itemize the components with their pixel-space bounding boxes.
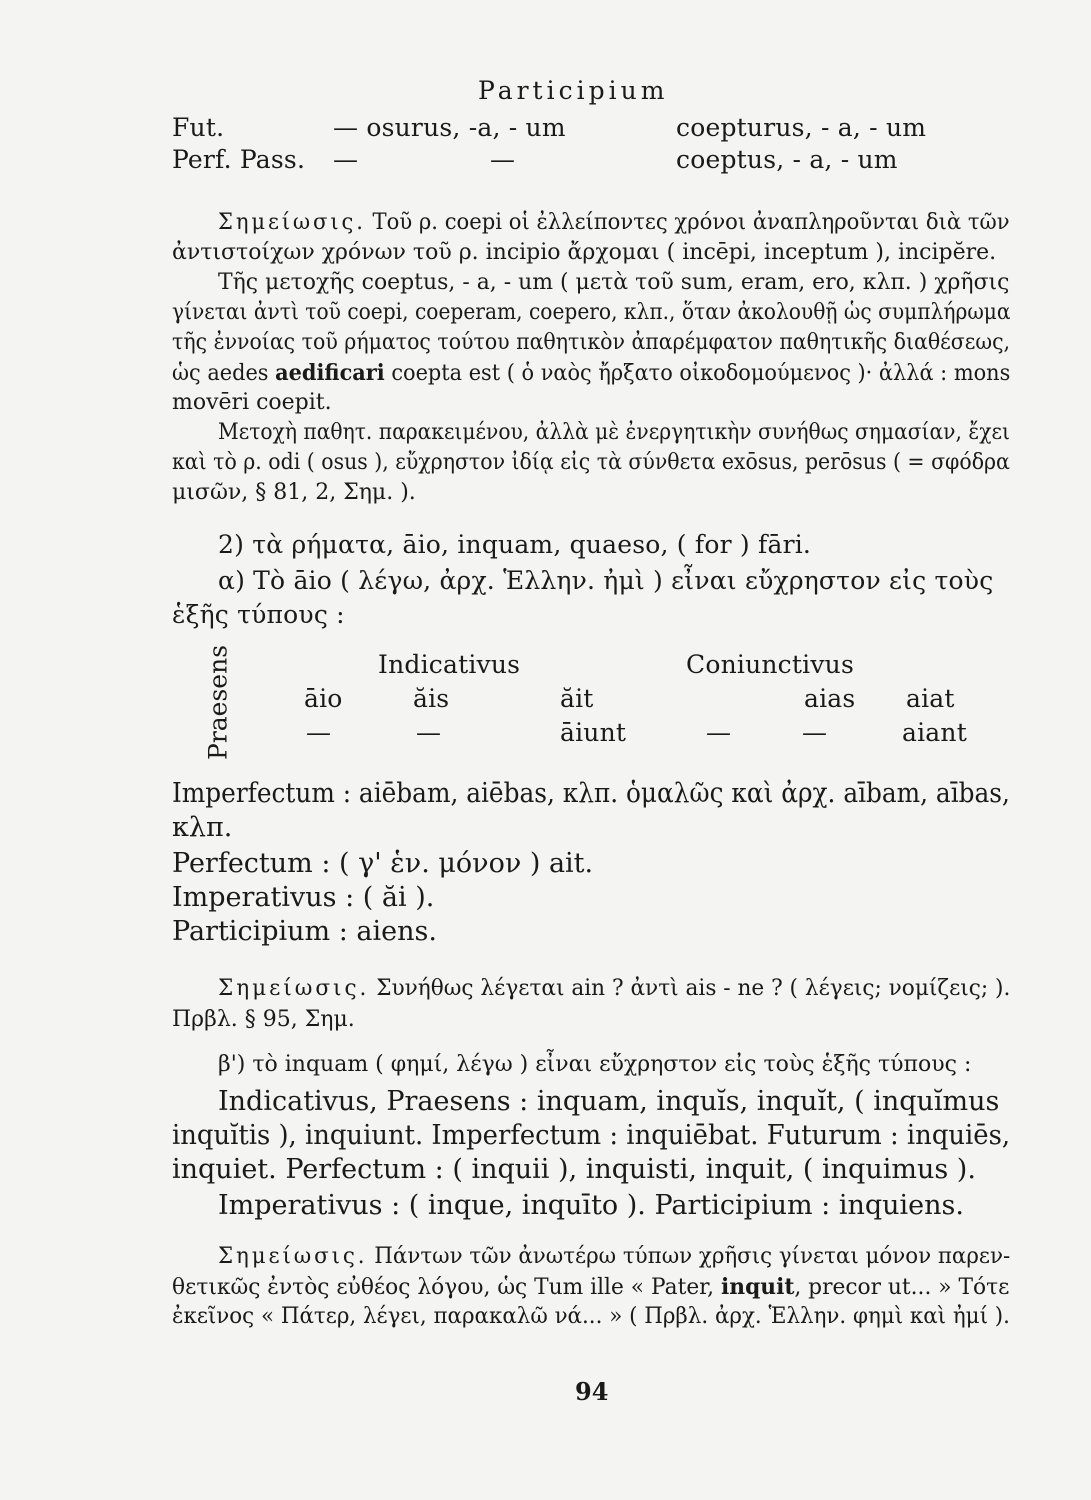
beta-line2: inquĭtis ), inquiunt. Imperfectum : inquiēbat. Futurum : inquiēs,: [172, 1120, 1011, 1151]
fut-passive-forms: — osurus, -a, - um: [333, 113, 566, 142]
note1-line5: τῆς ἐννοίας τοῦ ρήματος τούτου παθητικὸν ἀπαρέμφατον παθητικῆς διαθέσεως,: [172, 330, 1011, 355]
praesens-side-label: Praesens: [203, 644, 233, 760]
table-cell: ăit: [560, 684, 594, 713]
aedificari-bold: aedificari: [275, 360, 385, 386]
table-cell: ăis: [413, 684, 450, 713]
note2-line1: Σημείωσις. Συνήθως λέγεται ain ? ἀντὶ ais - ne ? ( λέγεις; νομίζεις; ).: [218, 976, 1011, 1001]
perf-dash-1: —: [333, 145, 359, 174]
note3-line2: θετικῶς ἐντὸς εὐθέος λόγου, ὡς Tum ille « Pater, inquit, precor ut... » Τότε: [172, 1274, 1010, 1300]
table-cell: aiat: [906, 684, 955, 713]
alpha-line1: α) Τὸ āio ( λέγω, ἀρχ. Ἑλλην. ἠμὶ ) εἶναι εὔχρηστον εἰς τοὺς: [218, 566, 994, 595]
fut-active-forms: coepturus, - a, - um: [676, 113, 927, 142]
perf-pass-forms: coeptus, - a, - um: [676, 145, 898, 174]
note1-line9: καὶ τὸ ρ. odi ( osus ), εὔχρηστον ἰδίᾳ εἰς τὰ σύνθετα exōsus, perōsus ( = σφόδρα: [172, 450, 1010, 475]
note1-label: Σημείωσις.: [218, 210, 366, 235]
table-cell: —: [306, 718, 332, 747]
note2-line2: Πρβλ. § 95, Σημ.: [172, 1007, 355, 1032]
col-indicativus: Indicativus: [378, 650, 521, 679]
note1-line2: ἀντιστοίχων χρόνων τοῦ ρ. incipio ἄρχομαι ( incēpi, inceptum ), incipĕre.: [172, 240, 997, 265]
table-cell: —: [416, 718, 442, 747]
table-cell: —: [802, 718, 828, 747]
note3-line1: Σημείωσις. Πάντων τῶν ἀνωτέρω τύπων χρῆσις γίνεται μόνον παρεν-: [218, 1244, 1011, 1269]
page-number: 94: [575, 1377, 609, 1406]
table-cell: āio: [304, 684, 343, 713]
beta-line1: Indicativus, Praesens : inquam, inquĭs, inquĭt, ( inquĭmus: [218, 1086, 1000, 1117]
imperfectum-line1: Imperfectum : aiēbam, aiēbas, κλπ. ὁμαλῶς καὶ ἀρχ. aībam, aības,: [172, 778, 1010, 809]
perf-dash-2: —: [490, 145, 516, 174]
table-cell: aias: [804, 684, 856, 713]
note1-line1: Σημείωσις. Τοῦ ρ. coepi οἱ ἐλλείποντες χρόνοι ἀναπληροῦνται διὰ τῶν: [218, 210, 1010, 235]
note2-label: Σημείωσις.: [218, 976, 370, 1001]
imperfectum-line2: κλπ.: [172, 812, 233, 843]
imperativus-line: Imperativus : ( ăi ).: [172, 882, 435, 913]
note3-line3: ἐκεῖνος « Πάτερ, λέγει, παρακαλῶ νά... » ( Πρβλ. ἀρχ. Ἑλλην. φημὶ καὶ ἠμί ).: [172, 1304, 1010, 1329]
beta-heading: β') τὸ inquam ( φημί, λέγω ) εἶναι εὔχρηστον εἰς τοὺς ἑξῆς τύπους :: [218, 1052, 972, 1077]
note1-line8: Μετοχὴ παθητ. παρακειμένου, ἀλλὰ μὲ ἐνεργητικὴν συνήθως σημασίαν, ἔχει: [218, 420, 1010, 445]
beta-line3: inquiet. Perfectum : ( inquii ), inquisti, inquit, ( inquimus ).: [172, 1154, 976, 1185]
perf-pass-label: Perf. Pass.: [172, 145, 306, 174]
note1-line6: ὡς aedes aedificari coepta est ( ὁ ναὸς ἤρξατο οἰκοδομούμενος )· ἀλλά : mons: [172, 360, 1011, 386]
note1-line7: movēri coepit.: [172, 390, 332, 415]
participium-heading: Participium: [478, 76, 669, 105]
note1-line10: μισῶν, § 81, 2, Σημ. ).: [172, 480, 416, 505]
participium-line: Participium : aiens.: [172, 916, 437, 947]
note1-line3: Τῆς μετοχῆς coeptus, - a, - um ( μετὰ τοῦ sum, eram, ero, κλπ. ) χρῆσις: [218, 270, 1010, 295]
inquit-bold: inquit: [721, 1274, 795, 1300]
col-coniunctivus: Coniunctivus: [686, 650, 854, 679]
note3-label: Σημείωσις.: [218, 1244, 368, 1269]
alpha-line2: ἑξῆς τύπους :: [172, 600, 345, 629]
perfectum-line: Perfectum : ( γ' ἑν. μόνον ) ait.: [172, 848, 594, 879]
table-cell: —: [706, 718, 732, 747]
note1-line4: γίνεται ἀντὶ τοῦ coepi, coeperam, coepero, κλπ., ὅταν ἀκολουθῇ ὡς συμπλήρωμα: [172, 300, 1011, 325]
beta-line4: Imperativus : ( inque, inquīto ). Participium : inquiens.: [218, 1190, 964, 1221]
table-cell: aiant: [902, 718, 967, 747]
fut-label: Fut.: [172, 113, 225, 142]
table-cell: āiunt: [560, 718, 627, 747]
section2-heading: 2) τὰ ρήματα, āio, inquam, quaeso, ( for ) fāri.: [218, 530, 812, 559]
